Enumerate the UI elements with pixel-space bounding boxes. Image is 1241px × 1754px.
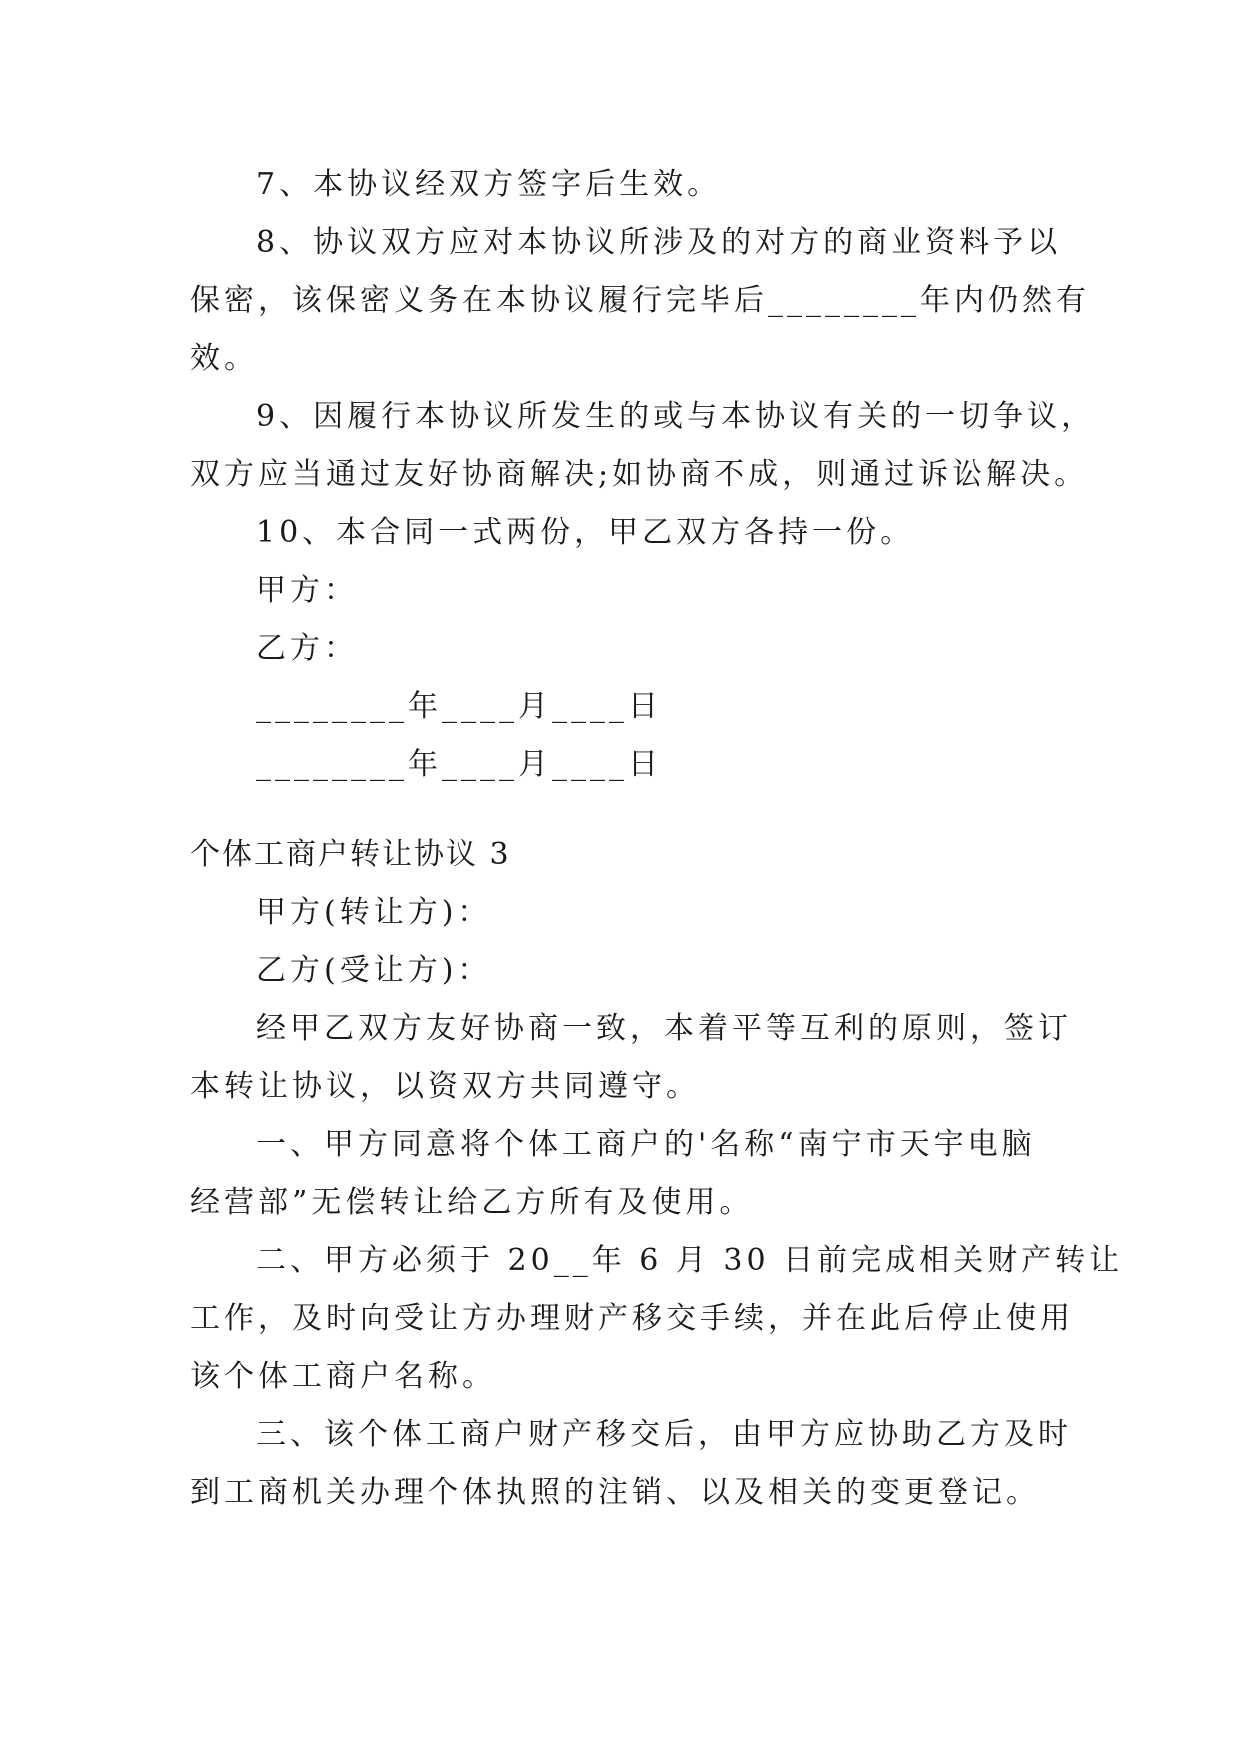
paragraph-line: 该个体工商户名称。 [190,1359,496,1394]
paragraph-line: 10、本合同一式两份，甲乙双方各持一份。 [256,515,915,550]
paragraph-line: 一、甲方同意将个体工商户的'名称“南宁市天宇电脑 [256,1127,1036,1162]
paragraph-line: 本转让协议，以资双方共同遵守。 [190,1069,700,1104]
paragraph-line: 7、本协议经双方签字后生效。 [256,167,722,202]
paragraph-line: 乙方： [256,631,358,666]
paragraph-line: 工作，及时向受让方办理财产移交手续，并在此后停止使用 [190,1301,1074,1336]
part1-block [190,156,1096,794]
document-page [190,156,1124,1522]
paragraph-line: ________年____月____日 [256,689,662,724]
paragraph-line: 二、甲方必须于 20__年 6 月 30 日前完成相关财产转让 [256,1243,1124,1278]
paragraph-line: 8、协议双方应对本协议所涉及的对方的商业资料予以 [256,225,1062,260]
section-gap [190,794,1056,826]
paragraph-line: ________年____月____日 [256,747,662,782]
part2-block [190,884,1124,1522]
paragraph-line: 乙方(受让方)： [256,953,492,988]
paragraph-line: 经营部”无偿转让给乙方所有及使用。 [190,1185,754,1220]
paragraph-line: 甲方： [256,573,358,608]
paragraph-line: 保密，该保密义务在本协议履行完毕后________年内仍然有 [190,283,1090,318]
paragraph-line: 到工商机关办理个体执照的注销、以及相关的变更登记。 [190,1475,1040,1510]
paragraph-line: 经甲乙双方友好协商一致，本着平等互利的原则，签订 [256,1011,1072,1046]
paragraph-line: 双方应当通过友好协商解决;如协商不成，则通过诉讼解决。 [190,457,1089,492]
paragraph-line: 效。 [190,341,258,376]
paragraph-line: 三、该个体工商户财产移交后，由甲方应协助乙方及时 [256,1417,1072,1452]
paragraph-line: 甲方(转让方)： [256,895,492,930]
section-title: 个体工商户转让协议 3 [190,837,511,872]
paragraph-line: 9、因履行本协议所发生的或与本协议有关的一切争议， [256,399,1096,434]
